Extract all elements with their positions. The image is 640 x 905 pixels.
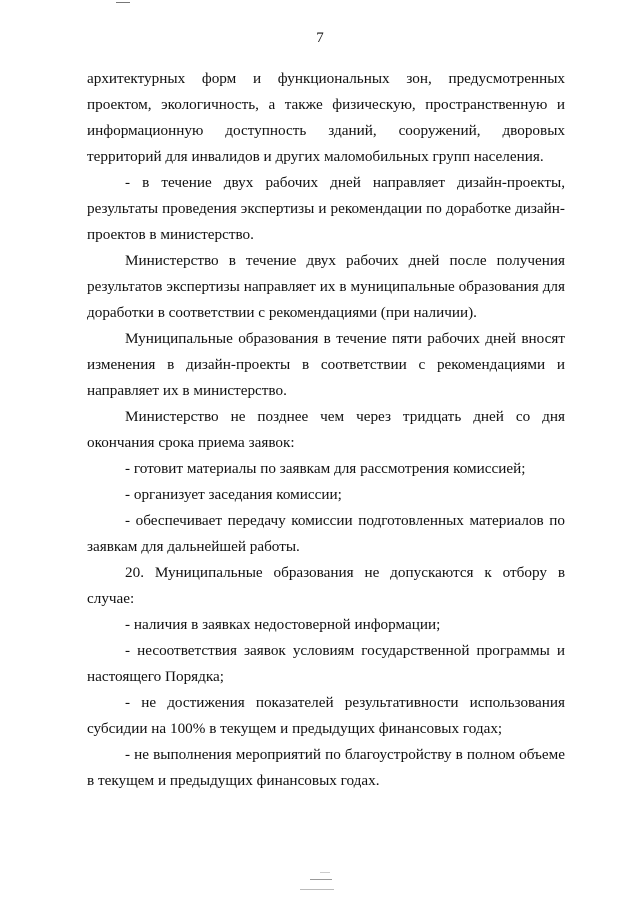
scan-artifact — [300, 889, 334, 890]
scan-artifact — [310, 879, 332, 880]
paragraph: Министерство в течение двух рабочих дней после получения результатов экспертизы направляет их в муниципальные образования для доработки в соответствии с рекомендациями (при наличии). — [87, 252, 565, 321]
list-item: - несоответствия заявок условиям государственной программы и настоящего Порядка; — [87, 642, 565, 685]
list-item: - обеспечивает передачу комиссии подготовленных материалов по заявкам для дальнейшей работы. — [87, 512, 565, 555]
list-item: - готовит материалы по заявкам для рассмотрения комиссией; — [125, 460, 526, 477]
paragraph-continuation: архитектурных форм и функциональных зон, предусмотренных проектом, экологичность, а также физическую, пространственную и информационную доступность зданий, сооружений, дворовых территорий для инвалидов и других маломобильных групп населения. — [87, 70, 565, 165]
list-item: - организует заседания комиссии; — [125, 486, 342, 503]
scan-artifact — [116, 2, 130, 3]
section-heading-paragraph: 20. Муниципальные образования не допускаются к отбору в случае: — [87, 564, 565, 607]
list-item: - наличия в заявках недостоверной информации; — [125, 616, 441, 633]
page-number: 7 — [316, 30, 324, 46]
paragraph: Министерство не позднее чем через тридцать дней со дня окончания срока приема заявок: — [87, 408, 565, 451]
list-item: - не выполнения мероприятий по благоустройству в полном объеме в текущем и предыдущих финансовых годах. — [87, 746, 565, 789]
paragraph: - в течение двух рабочих дней направляет дизайн-проекты, результаты проведения экспертизы и рекомендации по доработке дизайн-проектов в министерство. — [87, 174, 565, 243]
scan-artifact — [320, 872, 330, 873]
list-item: - не достижения показателей результативности использования субсидии на 100% в текущем и предыдущих финансовых годах; — [87, 694, 565, 737]
paragraph: Муниципальные образования в течение пяти рабочих дней вносят изменения в дизайн-проекты в соответствии с рекомендациями и направляет их в министерство. — [87, 330, 565, 399]
document-body — [87, 66, 565, 794]
